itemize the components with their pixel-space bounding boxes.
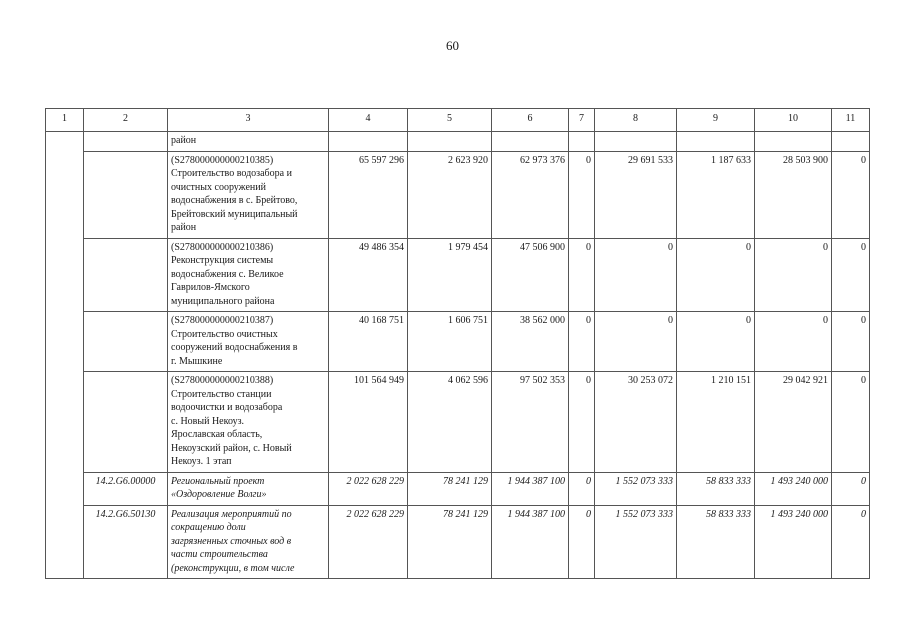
value-cell: 101 564 949 bbox=[329, 372, 408, 473]
column-header: 3 bbox=[168, 109, 329, 132]
value-cell: 1 944 387 100 bbox=[492, 472, 569, 505]
value-cell: 1 210 151 bbox=[677, 372, 755, 473]
value-cell: 1 493 240 000 bbox=[755, 472, 832, 505]
value-cell: 38 562 000 bbox=[492, 312, 569, 372]
value-cell: 0 bbox=[832, 372, 870, 473]
description-line: (S278000000000210387) bbox=[171, 315, 274, 326]
column-header: 4 bbox=[329, 109, 408, 132]
description-line: район bbox=[171, 222, 197, 233]
description-line: муниципального района bbox=[171, 295, 275, 307]
column-header: 7 bbox=[569, 109, 595, 132]
code-cell bbox=[84, 372, 168, 473]
description-line: сооружений водоснабжения в bbox=[171, 342, 298, 353]
description-line: г. Мышкине bbox=[171, 355, 223, 367]
value-cell bbox=[755, 132, 832, 152]
column-header: 9 bbox=[677, 109, 755, 132]
table-row bbox=[46, 132, 870, 152]
description-line: части строительства bbox=[171, 549, 268, 560]
value-cell: 58 833 333 bbox=[677, 472, 755, 505]
description-line: сокращению доли bbox=[171, 522, 246, 533]
header-row bbox=[46, 109, 870, 132]
column-header: 1 bbox=[46, 109, 84, 132]
description-line: Строительство очистных bbox=[171, 328, 278, 340]
value-cell: 0 bbox=[832, 238, 870, 312]
value-cell bbox=[677, 132, 755, 152]
description-cell bbox=[168, 151, 329, 238]
table-row bbox=[46, 472, 870, 505]
value-cell: 30 253 072 bbox=[595, 372, 677, 473]
value-cell: 62 973 376 bbox=[492, 151, 569, 238]
value-cell: 40 168 751 bbox=[329, 312, 408, 372]
value-cell: 0 bbox=[595, 238, 677, 312]
code-cell bbox=[84, 132, 168, 152]
code-cell bbox=[84, 238, 168, 312]
description-line: (реконструкции, в том числе bbox=[171, 562, 295, 574]
description-line: Реализация мероприятий по bbox=[171, 508, 292, 520]
code-cell: 14.2.G6.50130 bbox=[84, 505, 168, 579]
description-line: водоснабжения в с. Брейтово, bbox=[171, 195, 298, 206]
description-line: Строительство водозабора и bbox=[171, 168, 292, 179]
description-line: Гаврилов-Ямского bbox=[171, 282, 250, 293]
value-cell: 78 241 129 bbox=[408, 472, 492, 505]
description-line: (S278000000000210385) bbox=[171, 154, 274, 166]
budget-table bbox=[45, 108, 870, 579]
value-cell: 1 187 633 bbox=[677, 151, 755, 238]
description-cell bbox=[168, 505, 329, 579]
value-cell: 65 597 296 bbox=[329, 151, 408, 238]
code-cell bbox=[84, 151, 168, 238]
description-line: район bbox=[171, 135, 197, 146]
value-cell: 0 bbox=[595, 312, 677, 372]
code-cell: 14.2.G6.00000 bbox=[84, 472, 168, 505]
page-number: 60 bbox=[446, 38, 459, 53]
description-cell bbox=[168, 372, 329, 473]
value-cell: 0 bbox=[569, 472, 595, 505]
column-header: 5 bbox=[408, 109, 492, 132]
value-cell: 29 042 921 bbox=[755, 372, 832, 473]
table-row bbox=[46, 505, 870, 579]
value-cell bbox=[569, 132, 595, 152]
value-cell bbox=[329, 132, 408, 152]
value-cell: 29 691 533 bbox=[595, 151, 677, 238]
description-cell bbox=[168, 312, 329, 372]
value-cell: 1 606 751 bbox=[408, 312, 492, 372]
value-cell: 0 bbox=[832, 151, 870, 238]
value-cell: 0 bbox=[569, 312, 595, 372]
value-cell: 49 486 354 bbox=[329, 238, 408, 312]
description-cell bbox=[168, 132, 329, 152]
description-line: водоочистки и водозабора bbox=[171, 402, 283, 413]
description-cell bbox=[168, 238, 329, 312]
table-row bbox=[46, 151, 870, 238]
description-line: с. Новый Некоуз. bbox=[171, 415, 245, 427]
description-line: (S278000000000210386) bbox=[171, 241, 274, 253]
value-cell: 1 552 073 333 bbox=[595, 505, 677, 579]
column-header: 11 bbox=[832, 109, 870, 132]
description-cell bbox=[168, 472, 329, 505]
value-cell: 0 bbox=[569, 372, 595, 473]
value-cell: 0 bbox=[677, 312, 755, 372]
description-line: очистных сооружений bbox=[171, 181, 266, 193]
value-cell bbox=[408, 132, 492, 152]
value-cell bbox=[832, 132, 870, 152]
value-cell: 0 bbox=[832, 505, 870, 579]
description-line: (S278000000000210388) bbox=[171, 375, 274, 386]
value-cell bbox=[492, 132, 569, 152]
value-cell: 4 062 596 bbox=[408, 372, 492, 473]
description-line: Реконструкция системы bbox=[171, 255, 274, 266]
column-header: 10 bbox=[755, 109, 832, 132]
description-line: Некоуз. 1 этап bbox=[171, 456, 232, 467]
value-cell: 0 bbox=[569, 238, 595, 312]
table-row bbox=[46, 372, 870, 473]
description-line: водоснабжения с. Великое bbox=[171, 268, 284, 280]
value-cell: 0 bbox=[832, 472, 870, 505]
value-cell: 0 bbox=[569, 151, 595, 238]
value-cell: 97 502 353 bbox=[492, 372, 569, 473]
value-cell: 0 bbox=[569, 505, 595, 579]
description-line: загрязненных сточных вод в bbox=[171, 535, 292, 547]
value-cell: 0 bbox=[677, 238, 755, 312]
value-cell bbox=[595, 132, 677, 152]
value-cell: 78 241 129 bbox=[408, 505, 492, 579]
column-header: 8 bbox=[595, 109, 677, 132]
value-cell: 47 506 900 bbox=[492, 238, 569, 312]
value-cell: 1 979 454 bbox=[408, 238, 492, 312]
code-cell bbox=[84, 312, 168, 372]
value-cell: 1 493 240 000 bbox=[755, 505, 832, 579]
description-line: Региональный проект bbox=[171, 475, 265, 487]
row-number-cell bbox=[46, 132, 84, 579]
value-cell: 1 552 073 333 bbox=[595, 472, 677, 505]
description-line: Брейтовский муниципальный bbox=[171, 208, 298, 220]
column-header: 2 bbox=[84, 109, 168, 132]
value-cell: 1 944 387 100 bbox=[492, 505, 569, 579]
value-cell: 2 022 628 229 bbox=[329, 472, 408, 505]
description-line: Ярославская область, bbox=[171, 429, 263, 440]
value-cell: 2 623 920 bbox=[408, 151, 492, 238]
description-line: «Оздоровление Волги» bbox=[171, 489, 267, 500]
table-row bbox=[46, 238, 870, 312]
description-line: Некоузский район, с. Новый bbox=[171, 442, 292, 454]
table-body bbox=[46, 132, 870, 579]
value-cell: 2 022 628 229 bbox=[329, 505, 408, 579]
value-cell: 0 bbox=[755, 238, 832, 312]
value-cell: 0 bbox=[832, 312, 870, 372]
description-line: Строительство станции bbox=[171, 388, 272, 400]
table-row bbox=[46, 312, 870, 372]
column-header: 6 bbox=[492, 109, 569, 132]
value-cell: 58 833 333 bbox=[677, 505, 755, 579]
value-cell: 0 bbox=[755, 312, 832, 372]
value-cell: 28 503 900 bbox=[755, 151, 832, 238]
